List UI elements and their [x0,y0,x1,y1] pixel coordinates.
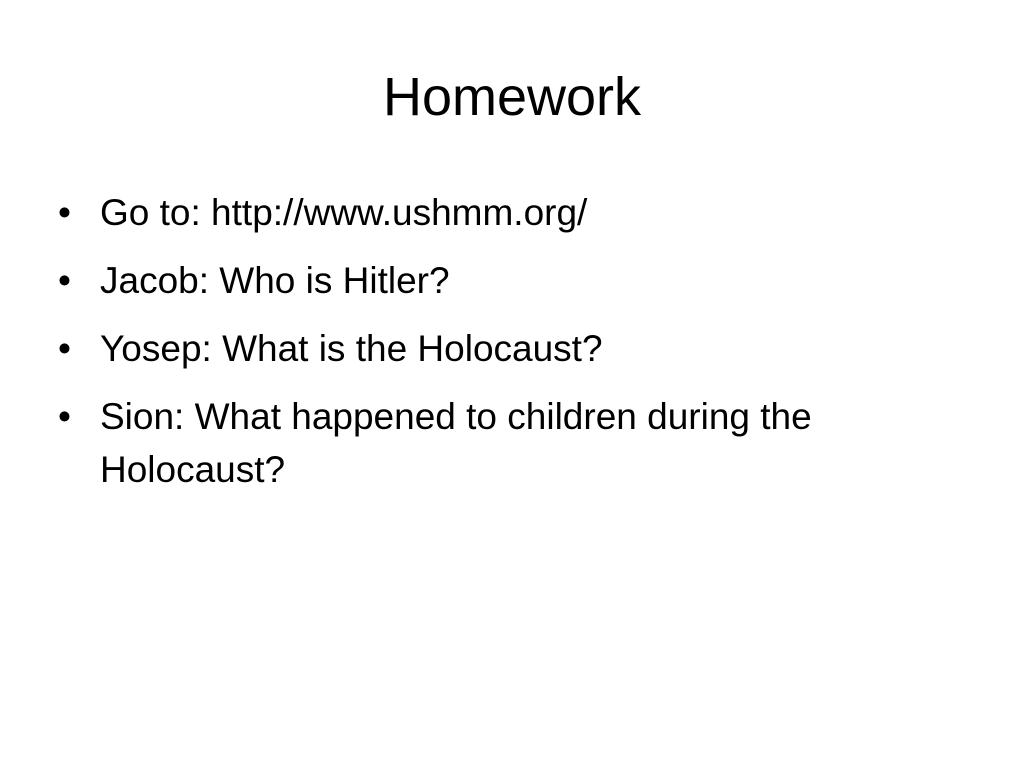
list-item [58,322,938,375]
bullet-list [58,186,938,511]
bullet-icon: • [58,396,71,437]
list-item [58,186,938,239]
bullet-icon: • [58,260,71,301]
bullet-icon: • [58,192,71,233]
list-item [58,254,938,307]
bullet-text: Jacob: Who is Hitler? [100,260,450,301]
slide-title: Homework [382,67,642,127]
bullet-text: Go to: http://www.ushmm.org/ [100,192,588,233]
bullet-icon: • [58,328,71,369]
bullet-text: Yosep: What is the Holocaust? [100,328,603,369]
bullet-text: Sion: What happened to children during the Holocaust? [100,396,812,490]
list-item [58,390,938,496]
